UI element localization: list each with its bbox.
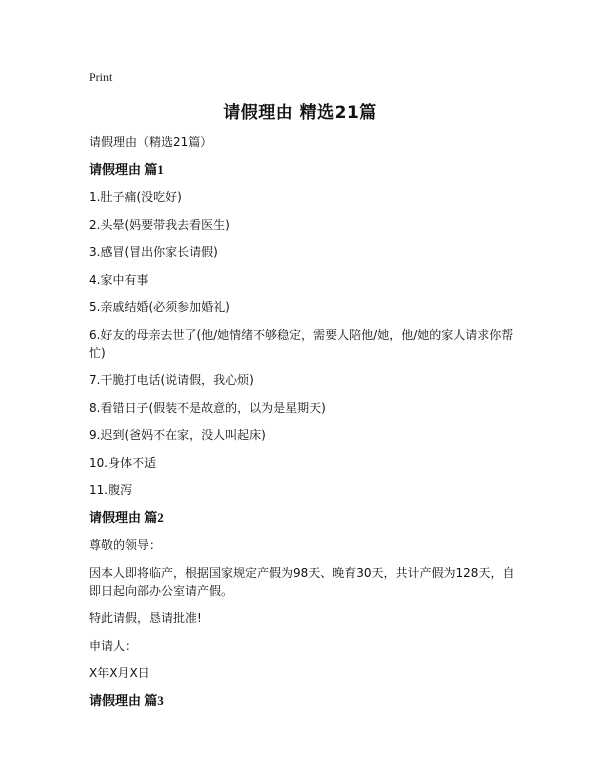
paragraph: 因本人即将临产，根据国家规定产假为98天、晚育30天，共计产假为128天，自即日起向部办公室请产假。	[89, 565, 515, 598]
paragraph: 申请人：	[89, 638, 138, 653]
print-label: Print	[89, 70, 113, 84]
list-item: 4.家中有事	[89, 272, 149, 287]
list-item: 5.亲戚结婚(必须参加婚礼)	[89, 300, 230, 314]
document-subtitle: 请假理由（精选21篇）	[89, 135, 213, 149]
section-heading: 请假理由 篇3	[89, 692, 164, 708]
document-body	[89, 133, 517, 719]
paragraph: 尊敬的领导：	[89, 538, 162, 552]
list-item: 8.看错日子(假装不是故意的，以为是星期天)	[89, 400, 326, 415]
section-heading: 请假理由 篇2	[89, 509, 164, 525]
list-item: 10.身体不适	[89, 455, 157, 470]
list-item: 3.感冒(冒出你家长请假)	[89, 245, 218, 259]
list-item: 7.干脆打电话(说请假，我心烦)	[89, 373, 254, 387]
paragraph: 特此请假，恳请批准!	[89, 611, 202, 625]
list-item: 2.头晕(妈要带我去看医生)	[89, 217, 230, 232]
list-item: 11.腹泻	[89, 483, 133, 497]
section-heading: 请假理由 篇1	[89, 161, 164, 177]
list-item: 9.迟到(爸妈不在家，没人叫起床)	[89, 428, 266, 442]
list-item: 6.好友的母亲去世了(他/她情绪不够稳定，需要人陪他/她，他/她的家人请求你帮忙)	[89, 327, 514, 360]
paragraph: X年X月X日	[89, 666, 150, 680]
document-title: 请假理由 精选21篇	[223, 103, 377, 123]
list-item: 1.肚子痛(没吃好)	[89, 190, 182, 204]
